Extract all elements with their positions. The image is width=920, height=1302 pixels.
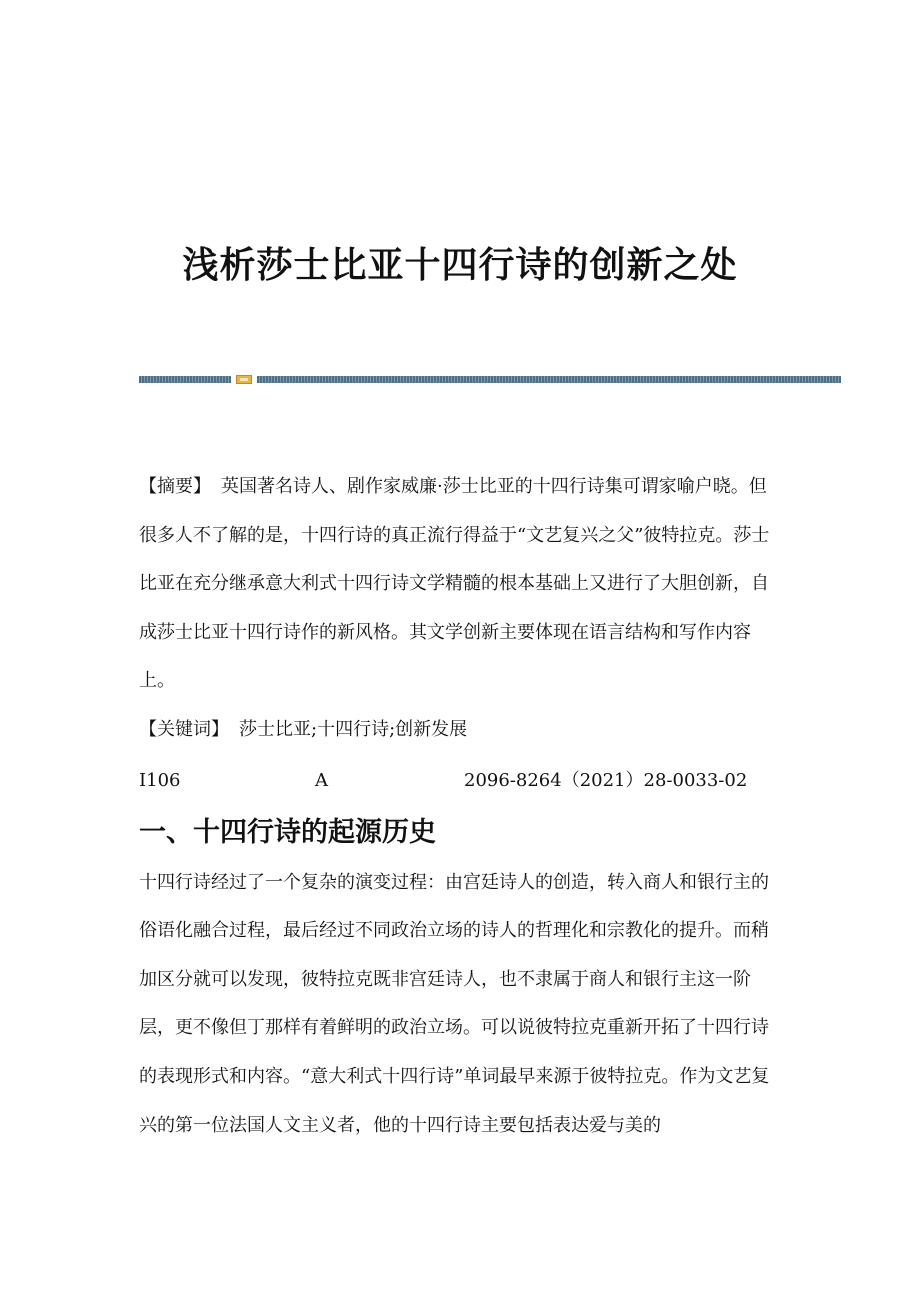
divider-right-bar (257, 376, 841, 383)
envelope-icon (236, 375, 252, 384)
page-title: 浅析莎士比亚十四行诗的创新之处 (182, 245, 738, 287)
section-body-text: 十四行诗经过了一个复杂的演变过程：由宫廷诗人的创造，转入商人和银行主的俗语化融合过程，最后经过不同政治立场的诗人的哲理化和宗教化的提升。而稍加区分就可以发现，彼特拉克既非宫廷诗人，也不隶属于商人和银行主这一阶层，更不像但丁那样有着鲜明的政治立场。可以说彼特拉克重新开拓了十四行诗的表现形式和内容。“意大利式十四行诗”单词最早来源于彼特拉克。作为文艺复兴的第一位法国人文主义者，他的十四行诗主要包括表达爱与美的 (139, 871, 770, 1136)
document-code: A (315, 769, 328, 791)
keywords-paragraph (139, 706, 781, 755)
publication-metadata (139, 755, 781, 807)
abstract-paragraph (139, 463, 781, 706)
issn-issue: 2096-8264（2021）28-0033-02 (464, 769, 748, 791)
divider-left-bar (139, 376, 231, 383)
abstract-label: 【摘要】 (139, 476, 211, 497)
title-divider (139, 375, 841, 384)
article-content (139, 463, 781, 1150)
classification-code: I106 (139, 769, 181, 791)
abstract-text: 英国著名诗人、剧作家威廉·莎士比亚的十四行诗集可谓家喻户晓。但很多人不了解的是，十四行诗的真正流行得益于“文艺复兴之父”彼特拉克。莎士比亚在充分继承意大利式十四行诗文学精髓的根本基础上又进行了大胆创新，自成莎士比亚十四行诗作的新风格。其文学创新主要体现在语言结构和写作内容上。 (139, 476, 770, 692)
section-heading: 一、十四行诗的起源历史 (139, 816, 436, 848)
keywords-label: 【关键词】 (139, 718, 229, 740)
keywords-text: 莎士比亚;十四行诗;创新发展 (239, 718, 468, 740)
